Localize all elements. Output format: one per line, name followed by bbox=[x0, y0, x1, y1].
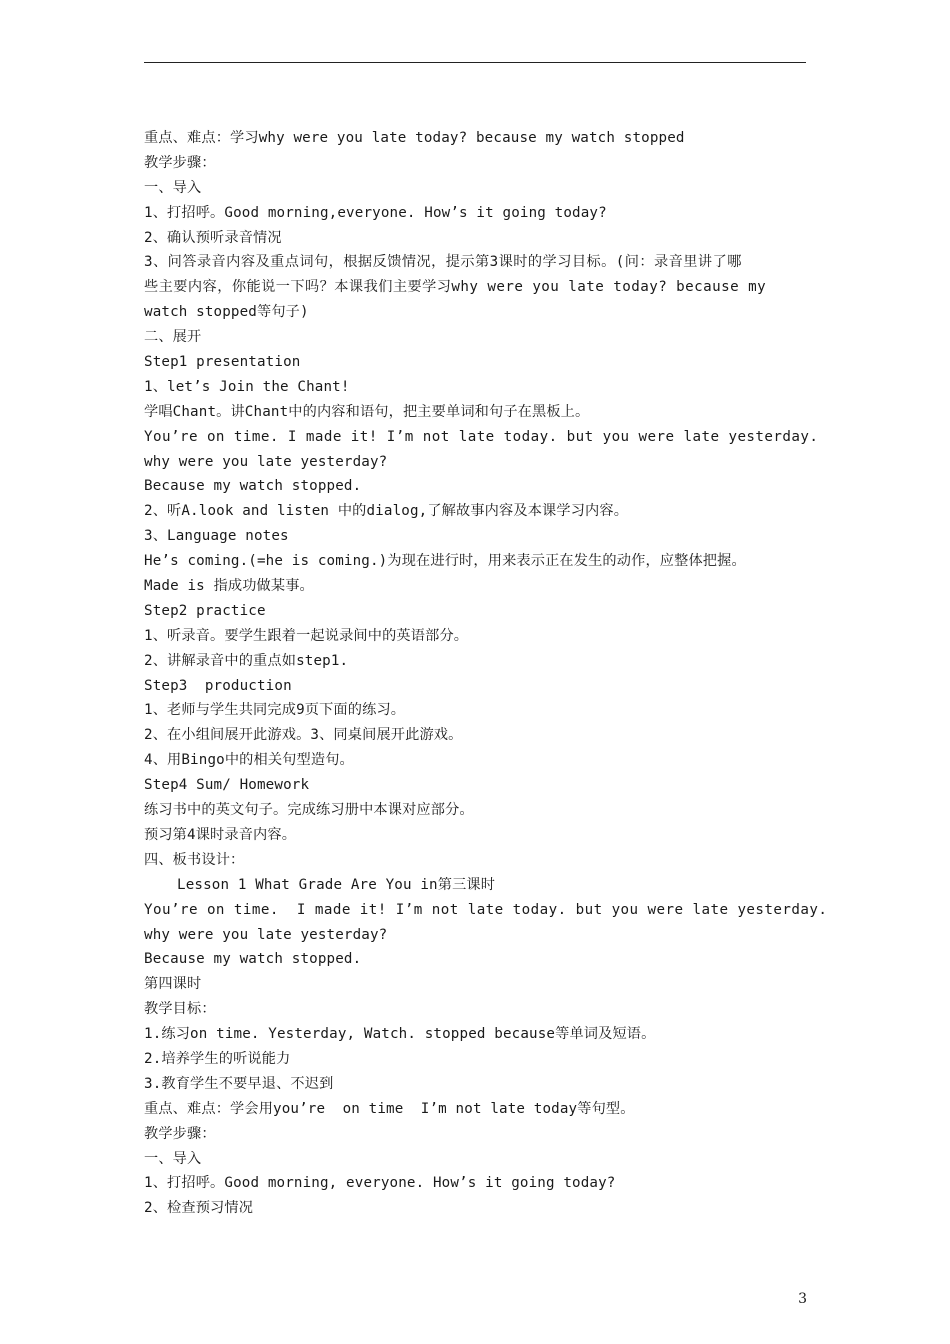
text-line: 重点、难点：学习why were you late today? because my watch stopped bbox=[144, 130, 685, 146]
text-line: 教学步骤： bbox=[144, 1125, 216, 1142]
section-heading: 一、导入 bbox=[144, 179, 202, 196]
text-line: 2、在小组间展开此游戏。3、同桌间展开此游戏。 bbox=[144, 727, 463, 744]
step-heading: Step3 production bbox=[144, 677, 292, 694]
text-line: 重点、难点：学会用you’re on time I’m not late today等句型。 bbox=[144, 1100, 635, 1117]
text-line: watch stopped等句子) bbox=[144, 304, 309, 321]
text-line: Made is 指成功做某事。 bbox=[144, 578, 314, 595]
text-line: 3.教育学生不要早退、不迟到 bbox=[144, 1075, 334, 1092]
lesson-heading: 第四课时 bbox=[144, 976, 202, 993]
section-heading: 二、展开 bbox=[144, 329, 202, 346]
step-heading: Step2 practice bbox=[144, 602, 266, 619]
page-number: 3 bbox=[798, 1291, 807, 1307]
text-line: 1、听录音。要学生跟着一起说录间中的英语部分。 bbox=[144, 627, 469, 644]
text-line: Because my watch stopped. bbox=[144, 951, 362, 968]
text-line: 练习书中的英文句子。完成练习册中本课对应部分。 bbox=[144, 802, 474, 819]
text-line: He’s coming.(=he is coming.)为现在进行时，用来表示正在发生的动作，应整体把握。 bbox=[144, 553, 746, 570]
text-line: 教学步骤： bbox=[144, 154, 216, 171]
text-line: 2、检查预习情况 bbox=[144, 1200, 254, 1217]
header-rule bbox=[144, 62, 806, 63]
board-title: Lesson 1 What Grade Are You in第三课时 bbox=[177, 876, 496, 893]
text-line: 预习第4课时录音内容。 bbox=[144, 826, 297, 843]
text-line: 2、听A.look and listen 中的dialog,了解故事内容及本课学习内容。 bbox=[144, 503, 629, 520]
text-line: 1.练习on time. Yesterday, Watch. stopped because等单词及短语。 bbox=[144, 1026, 656, 1043]
section-heading: 一、导入 bbox=[144, 1150, 202, 1167]
step-heading: Step4 Sum/ Homework bbox=[144, 777, 310, 794]
text-line: 2、确认预听录音情况 bbox=[144, 229, 282, 246]
text-line: You’re on time. I made it! I’m not late today. but you were late yesterday. bbox=[144, 901, 828, 918]
text-line: 1、老师与学生共同完成9页下面的练习。 bbox=[144, 702, 406, 719]
text-line: 4、用Bingo中的相关句型造句。 bbox=[144, 752, 354, 769]
text-line: Because my watch stopped. bbox=[144, 478, 362, 495]
text-line: 学唱Chant。讲Chant中的内容和语句，把主要单词和句子在黑板上。 bbox=[144, 403, 590, 420]
text-line: why were you late yesterday? bbox=[144, 926, 388, 943]
document-body bbox=[144, 126, 828, 1221]
text-line: 3、问答录音内容及重点词句，根据反馈情况，提示第3课时的学习目标。(问：录音里讲了哪 bbox=[144, 254, 742, 271]
text-line: 3、Language notes bbox=[144, 528, 289, 545]
text-line: You’re on time. I made it! I’m not late today. but you were late yesterday. bbox=[144, 428, 819, 445]
section-heading: 四、板书设计： bbox=[144, 851, 245, 868]
text-line: 些主要内容，你能说一下吗？本课我们主要学习why were you late today? because my bbox=[144, 279, 767, 296]
text-line: 1、打招呼。Good morning, everyone. How’s it going today? bbox=[144, 1175, 616, 1192]
text-line: 教学目标： bbox=[144, 1001, 216, 1018]
text-line: 2.培养学生的听说能力 bbox=[144, 1050, 291, 1067]
text-line: 1、let’s Join the Chant! bbox=[144, 378, 350, 395]
text-line: why were you late yesterday? bbox=[144, 453, 388, 470]
text-line: 2、讲解录音中的重点如step1. bbox=[144, 652, 349, 669]
text-line: 1、打招呼。Good morning,everyone. How’s it going today? bbox=[144, 204, 607, 221]
step-heading: Step1 presentation bbox=[144, 354, 301, 371]
